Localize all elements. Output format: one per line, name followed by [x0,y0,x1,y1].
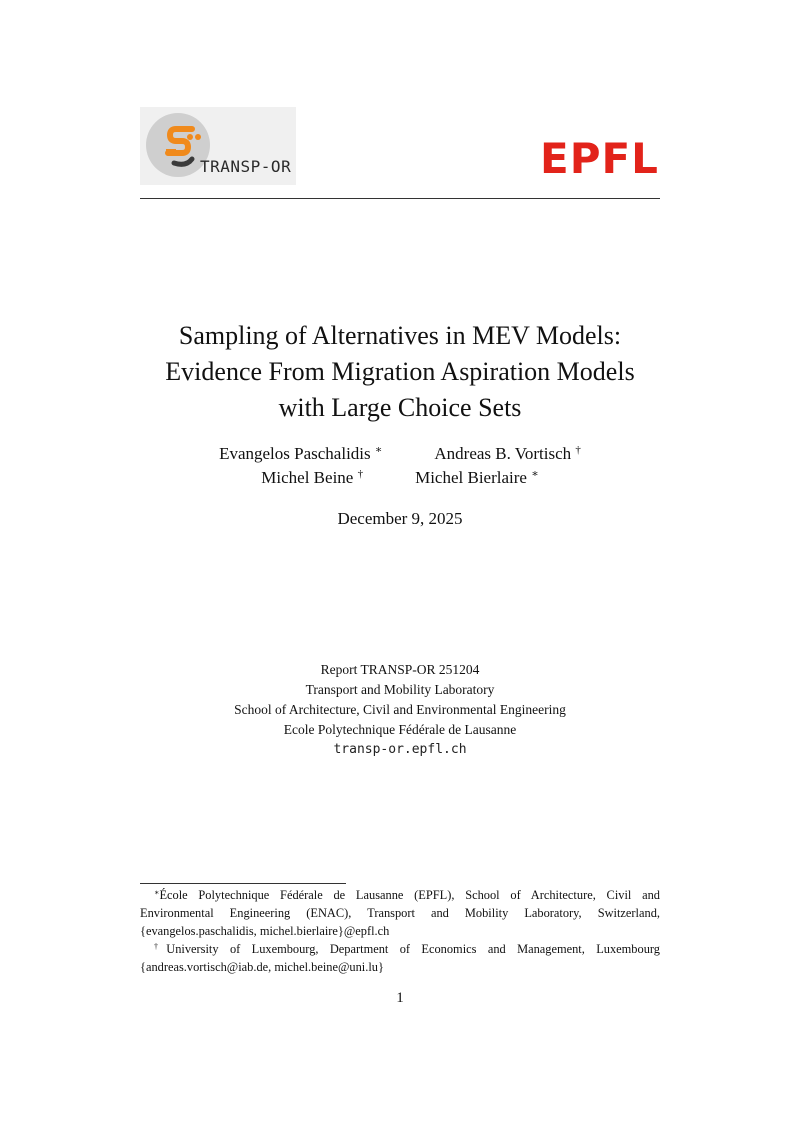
footnote-text: University of Luxembourg, Department of Economics and Management, Luxembourg {andreas.vortisch@iab.de, michel.beine@uni.lu} [140,942,660,974]
affiliation-mark: ∗ [374,444,383,456]
author-name: Andreas B. Vortisch [434,444,572,463]
title-line-1: Sampling of Alternatives in MEV Models: [178,321,622,350]
report-school: School of Architecture, Civil and Environmental Engineering [234,702,566,717]
author-name: Evangelos Paschalidis [219,444,371,463]
epfl-logo: EPFL [540,134,659,183]
report-info [100,660,700,760]
footnote-divider [140,883,346,884]
author-paschalidis [219,442,382,466]
transp-or-logo-text: TRANSP-OR [200,157,292,176]
paper-title [100,318,700,426]
author-vortisch [434,442,581,466]
footnote-text: École Polytechnique Fédérale de Lausanne (EPFL), School of Architecture, Civil and Environmental Engineering (ENAC), Transport and Mobility Laboratory, Switzerland, {evangelos.paschalidis, michel.bierlaire}@epfl.ch [140,888,660,938]
affiliation-mark: † [357,468,364,480]
footnote-epfl [140,886,660,940]
author-list [100,442,700,490]
report-website-link[interactable]: transp-or.epfl.ch [333,742,467,757]
author-beine [261,466,363,490]
report-number: Report TRANSP-OR 251204 [320,662,480,677]
author-name: Michel Beine [261,468,354,487]
report-institution: Ecole Polytechnique Fédérale de Lausanne [283,722,517,737]
title-line-2: Evidence From Migration Aspiration Models [165,357,635,386]
transp-or-logo [140,107,296,185]
report-lab: Transport and Mobility Laboratory [305,682,495,697]
page-number: 1 [396,990,404,1006]
footnote-luxembourg [140,940,660,976]
author-line-2 [100,466,700,490]
publication-date: December 9, 2025 [337,509,463,528]
header-divider [140,198,660,199]
footnotes [140,886,660,976]
footnote-mark: ∗ [154,888,160,897]
author-bierlaire [415,466,539,490]
footnote-mark: † [154,942,167,951]
affiliation-mark: † [575,444,581,456]
affiliation-mark: ∗ [531,468,539,480]
title-line-3: with Large Choice Sets [278,393,522,422]
author-name: Michel Bierlaire [415,468,527,487]
author-line-1 [100,442,700,466]
